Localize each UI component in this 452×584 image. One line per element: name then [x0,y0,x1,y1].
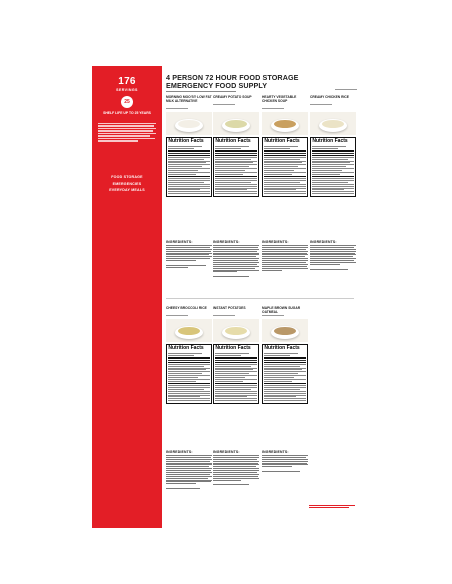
ingredients-heading: INGREDIENTS: [166,450,193,454]
page-title [166,74,356,89]
ingredients-block [262,240,308,271]
food-fill [178,327,200,335]
product-name: INSTANT POTATOES [213,306,246,310]
nutrition-facts-label [166,344,212,404]
product-name: CHEESY BROCCOLI RICE [166,306,207,310]
ingredients-heading: INGREDIENTS: [213,450,240,454]
sidebar-tags [98,174,156,194]
ingredients-heading: INGREDIENTS: [166,240,193,244]
product-name: HEARTY VEGETABLE CHICKEN SOUP [262,95,297,103]
tag-food-storage: FOOD STORAGE [111,175,143,179]
section-divider [166,298,354,299]
title-line-2: EMERGENCY FOOD SUPPLY [166,80,268,90]
nutrition-heading: Nutrition Facts [264,138,300,145]
shelf-life-text: SHELF LIFE UP TO 25 YEARS [103,111,151,115]
footnote [309,505,355,509]
nutrition-facts-label [166,137,212,197]
sidebar [92,66,162,528]
food-fill [274,327,296,335]
nutrition-heading: Nutrition Facts [168,345,204,352]
ingredients-heading: INGREDIENTS: [213,240,240,244]
nutrition-heading: Nutrition Facts [215,138,251,145]
nutrition-heading: Nutrition Facts [168,138,204,145]
product-name: MAPLE BROWN SUGAR OATMEAL [262,306,301,314]
ingredients-block [262,450,308,473]
product-photo [166,319,212,342]
ingredients-block [213,240,259,278]
servings-count: 176 [118,76,136,87]
shelf-life-badge-icon: 25 [121,96,133,108]
ingredients-block [166,450,212,490]
ingredients-heading: INGREDIENTS: [310,240,337,244]
ingredients-block [213,450,259,486]
product-name: MORNING MOO'S® LOW FAT MILK ALTERNATIVE [166,95,212,103]
product-name: CREAMY POTATO SOUP [213,95,252,99]
nutrition-heading: Nutrition Facts [312,138,348,145]
tag-everyday-meals: EVERYDAY MEALS [109,188,145,193]
nutrition-facts-label [262,344,308,404]
food-fill [225,120,247,128]
ingredients-block [166,240,212,269]
subtitle-line [166,91,236,92]
servings-label: SERVINGS [116,88,138,92]
nutrition-facts-label [262,137,308,197]
nutrition-heading: Nutrition Facts [215,345,251,352]
product-photo [213,112,259,135]
food-fill [322,120,344,128]
product-photo [262,112,308,135]
food-fill [225,327,247,335]
product-name: CREAMY CHICKEN RICE [310,95,349,99]
nutrition-facts-label [213,344,259,404]
title-line-1: 4 PERSON 72 HOUR FOOD STORAGE [166,73,299,82]
ingredients-heading: INGREDIENTS: [262,240,289,244]
product-photo [310,112,356,135]
ingredients-block [310,240,356,270]
product-photo [262,319,308,342]
ingredients-heading: INGREDIENTS: [262,450,289,454]
tag-emergencies: EMERGENCIES [112,181,142,186]
sidebar-description [98,123,156,143]
product-photo [166,112,212,135]
servings-block [92,76,162,92]
nutrition-facts-label [310,137,356,197]
nutrition-heading: Nutrition Facts [264,345,300,352]
date-line [335,89,357,90]
food-fill [274,120,296,128]
nutrition-facts-label [213,137,259,197]
food-fill [178,120,200,128]
product-photo [213,319,259,342]
